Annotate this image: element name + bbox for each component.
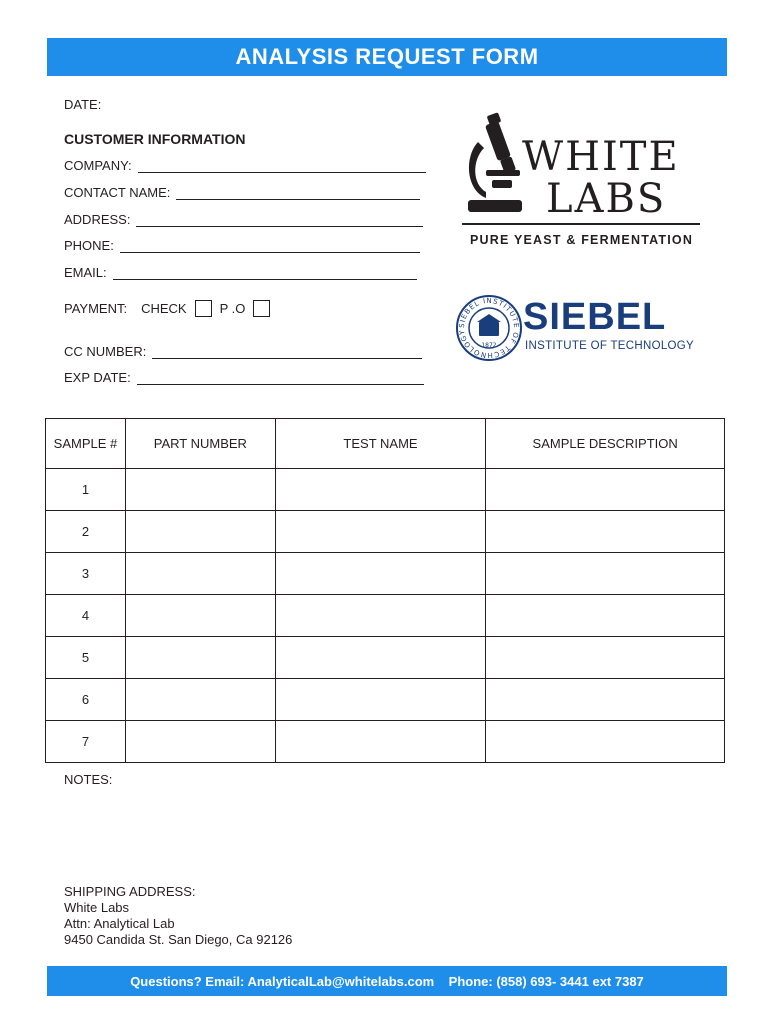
header-sample-number: SAMPLE # (46, 419, 126, 469)
white-labs-word-labs: LABS (546, 176, 667, 222)
test-name-cell[interactable] (275, 511, 486, 553)
form-title-bar (47, 38, 727, 76)
samples-table (45, 418, 725, 763)
phone-field[interactable] (64, 237, 420, 253)
siebel-seal-year: 1872 (481, 342, 497, 349)
siebel-name: SIEBEL (523, 296, 667, 338)
footer-bar (47, 966, 727, 996)
white-labs-word-white: WHITE (522, 134, 680, 180)
customer-info-heading: CUSTOMER INFORMATION (64, 131, 246, 147)
shipping-address (64, 884, 292, 948)
white-labs-tagline: PURE YEAST & FERMENTATION (470, 233, 694, 247)
sample-description-cell[interactable] (486, 511, 725, 553)
sample-description-cell[interactable] (486, 637, 725, 679)
microscope-icon (464, 112, 526, 216)
sample-number-cell: 1 (46, 469, 126, 511)
part-number-cell[interactable] (125, 679, 275, 721)
exp-date-line[interactable] (137, 372, 424, 385)
check-label: CHECK (141, 301, 187, 316)
contact-name-label: CONTACT NAME: (64, 185, 171, 200)
sample-description-cell[interactable] (486, 721, 725, 763)
header-test-name: TEST NAME (275, 419, 486, 469)
cc-number-line[interactable] (152, 346, 422, 359)
contact-name-field[interactable] (64, 184, 420, 200)
siebel-seal-text: SIEBEL INSTITUTE OF TECHNOLOGY (457, 296, 521, 360)
footer-contact-text: Questions? Email: AnalyticalLab@whitelabs.com Phone: (858) 693- 3441 ext 7387 (130, 973, 644, 989)
email-label: EMAIL: (64, 265, 107, 280)
sample-description-cell[interactable] (486, 679, 725, 721)
po-checkbox[interactable] (253, 300, 270, 317)
company-field[interactable] (64, 157, 426, 173)
shipping-line-2: Attn: Analytical Lab (64, 916, 175, 931)
test-name-cell[interactable] (275, 679, 486, 721)
table-row (46, 637, 725, 679)
test-name-cell[interactable] (275, 637, 486, 679)
date-label: DATE: (64, 97, 102, 112)
po-label: P .O (219, 301, 246, 316)
header-part-number: PART NUMBER (125, 419, 275, 469)
white-labs-logo (462, 112, 702, 252)
notes-label: NOTES: (64, 772, 113, 787)
exp-date-field[interactable] (64, 369, 424, 385)
address-line[interactable] (136, 214, 423, 227)
sample-description-cell[interactable] (486, 553, 725, 595)
shipping-line-1: White Labs (64, 900, 130, 915)
part-number-cell[interactable] (125, 595, 275, 637)
address-field[interactable] (64, 211, 423, 227)
siebel-subtitle: INSTITUTE OF TECHNOLOGY (525, 340, 694, 352)
white-labs-rule (462, 223, 700, 225)
email-field[interactable] (64, 264, 417, 280)
exp-date-label: EXP DATE: (64, 370, 131, 385)
form-title: ANALYSIS REQUEST FORM (235, 44, 539, 69)
part-number-cell[interactable] (125, 511, 275, 553)
table-row (46, 679, 725, 721)
shipping-label: SHIPPING ADDRESS: (64, 884, 196, 899)
siebel-seal-icon (455, 294, 523, 362)
part-number-cell[interactable] (125, 553, 275, 595)
payment-label: PAYMENT: (64, 301, 128, 316)
table-row (46, 553, 725, 595)
table-row (46, 469, 725, 511)
test-name-cell[interactable] (275, 721, 486, 763)
sample-number-cell: 6 (46, 679, 126, 721)
table-row (46, 595, 725, 637)
phone-line[interactable] (120, 240, 420, 253)
check-checkbox[interactable] (195, 300, 212, 317)
phone-label: PHONE: (64, 238, 114, 253)
sample-description-cell[interactable] (486, 595, 725, 637)
part-number-cell[interactable] (125, 637, 275, 679)
part-number-cell[interactable] (125, 721, 275, 763)
table-row (46, 721, 725, 763)
siebel-logo (455, 292, 715, 368)
sample-number-cell: 4 (46, 595, 126, 637)
sample-number-cell: 7 (46, 721, 126, 763)
sample-number-cell: 3 (46, 553, 126, 595)
test-name-cell[interactable] (275, 595, 486, 637)
test-name-cell[interactable] (275, 469, 486, 511)
email-line[interactable] (113, 267, 417, 280)
address-label: ADDRESS: (64, 212, 131, 227)
company-line[interactable] (138, 160, 426, 173)
sample-number-cell: 2 (46, 511, 126, 553)
header-sample-description: SAMPLE DESCRIPTION (486, 419, 725, 469)
sample-description-cell[interactable] (486, 469, 725, 511)
cc-number-field[interactable] (64, 343, 422, 359)
sample-number-cell: 5 (46, 637, 126, 679)
cc-number-label: CC NUMBER: (64, 344, 147, 359)
part-number-cell[interactable] (125, 469, 275, 511)
table-row (46, 511, 725, 553)
company-label: COMPANY: (64, 158, 132, 173)
contact-name-line[interactable] (176, 187, 420, 200)
shipping-line-3: 9450 Candida St. San Diego, Ca 92126 (64, 932, 293, 947)
payment-row (64, 300, 278, 317)
table-header-row (46, 419, 725, 469)
test-name-cell[interactable] (275, 553, 486, 595)
